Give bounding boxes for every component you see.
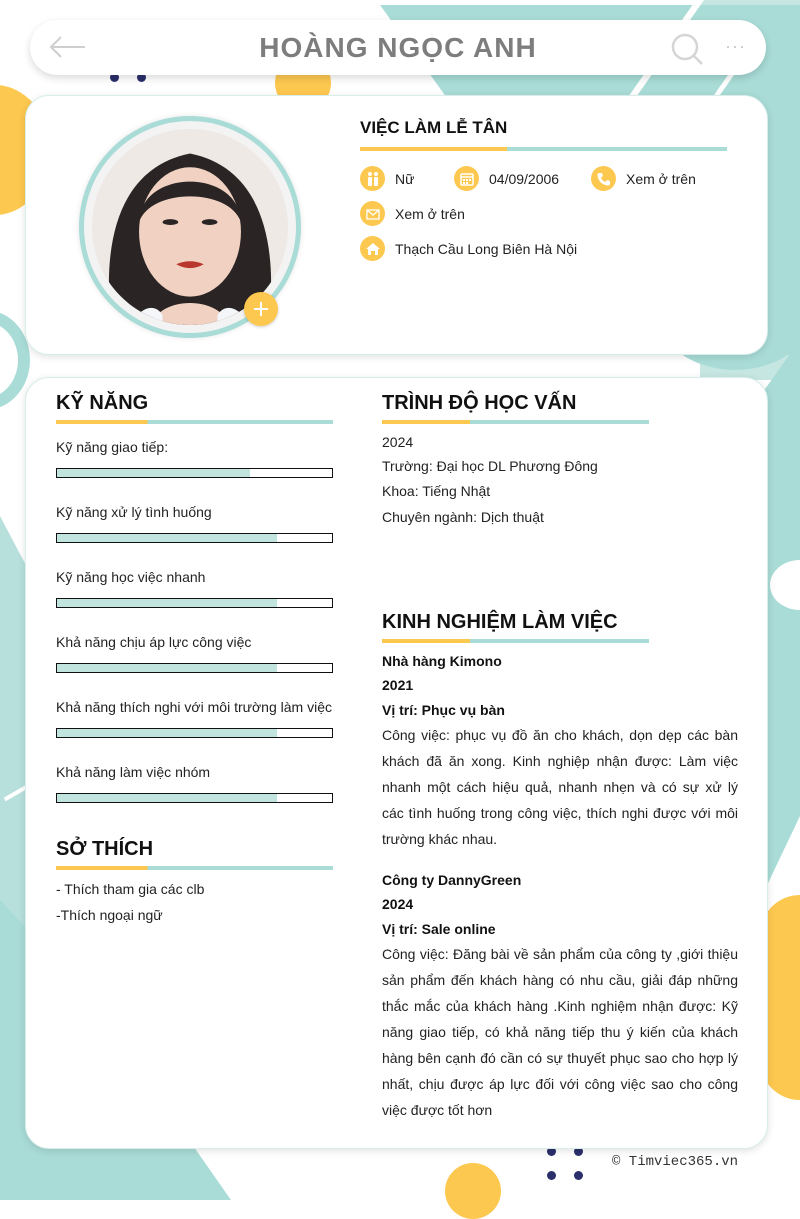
page-title: HOÀNG NGỌC ANH	[259, 31, 537, 63]
job-year: 2024	[382, 896, 414, 912]
job-description: Công việc: Đăng bài về sản phẩm của công ty ,giới thiệu sản phẩm đến khách hàng có nhu cầu, giải đáp những thắc mắc của khách hàng .Kinh nghiệm nhận được: Kỹ năng giao tiếp, có khả năng tiếp thu ý kiến của khách hàng bên cạnh đó cần có sự thuyết phục sao cho hợp lý nhất, chịu được áp lực đối với công việc sao cho công việc được tốt hơn	[382, 946, 738, 1118]
more-options-button[interactable]: ···	[725, 36, 746, 56]
envelope-icon	[360, 201, 385, 226]
calendar-icon	[454, 166, 479, 191]
skill-label: Khả năng thích nghi với môi trường làm việc	[56, 699, 332, 715]
gender-value: Nữ	[395, 170, 415, 187]
person-icon	[360, 166, 385, 191]
hobby-item: -Thích ngoại ngữ	[56, 907, 163, 923]
bg-decoration	[445, 1163, 501, 1219]
title-underline	[56, 866, 333, 870]
job-year: 2021	[382, 677, 414, 693]
education-title: TRÌNH ĐỘ HỌC VẤN	[382, 392, 577, 414]
education-major: Chuyên ngành: Dịch thuật	[382, 509, 544, 525]
title-underline	[360, 147, 727, 151]
gender-item	[360, 166, 414, 191]
header-bar	[30, 20, 766, 75]
back-button[interactable]	[48, 35, 88, 59]
skill-label: Khả năng chịu áp lực công việc	[56, 634, 252, 650]
skills-title: KỸ NĂNG	[56, 392, 149, 414]
skill-bar	[56, 663, 333, 673]
hobbies-title: SỞ THÍCH	[56, 838, 154, 860]
address-value: Thạch Cầu Long Biên Hà Nội	[395, 240, 578, 257]
profile-card	[25, 95, 768, 355]
skill-bar	[56, 468, 333, 478]
skill-label: Kỹ năng xử lý tình huống	[56, 504, 212, 520]
job-position: Vị trí: Phục vụ bàn	[382, 702, 505, 718]
education-faculty: Khoa: Tiếng Nhật	[382, 483, 491, 499]
phone-value: Xem ở trên	[626, 170, 696, 187]
home-icon	[360, 236, 385, 261]
job-description: Công việc: phục vụ đồ ăn cho khách, dọn dẹp các bàn khách đã ăn xong. Kinh nghiệp nhận được: Làm việc nhanh một cách hiệu quả, nhanh nhẹn và có sự xử lý các tình huống trong công việc, thích nghi được với môi trường khác nhau.	[382, 727, 738, 847]
job-position: Vị trí: Sale online	[382, 921, 496, 937]
skill-bar	[56, 533, 333, 543]
title-underline	[382, 639, 649, 643]
address-item	[360, 236, 577, 261]
search-button[interactable]	[670, 32, 704, 66]
job-company: Công ty DannyGreen	[382, 872, 522, 888]
skill-bar	[56, 728, 333, 738]
experience-title: KINH NGHIỆM LÀM VIỆC	[382, 611, 618, 633]
birthdate-value: 04/09/2006	[489, 170, 560, 187]
add-photo-button[interactable]	[244, 292, 278, 326]
arrow-left-icon	[48, 35, 88, 59]
bg-dot	[574, 1171, 583, 1180]
education-school: Trường: Đại học DL Phương Đông	[382, 458, 598, 474]
job-title: VIỆC LÀM LỄ TÂN	[360, 118, 508, 137]
email-value: Xem ở trên	[395, 205, 465, 222]
skill-label: Kỹ năng học việc nhanh	[56, 569, 206, 585]
skill-bar	[56, 793, 333, 803]
email-item	[360, 201, 465, 226]
job-company: Nhà hàng Kimono	[382, 653, 502, 669]
birthdate-item	[454, 166, 559, 191]
title-underline	[382, 420, 649, 424]
bg-dot	[547, 1171, 556, 1180]
skill-bar	[56, 598, 333, 608]
education-year: 2024	[382, 434, 414, 450]
plus-icon	[252, 300, 270, 318]
skill-label: Kỹ năng giao tiếp:	[56, 439, 169, 455]
phone-icon	[591, 166, 616, 191]
skill-label: Khả năng làm việc nhóm	[56, 764, 211, 780]
search-icon	[670, 32, 704, 66]
main-card	[25, 377, 768, 1149]
footer-credit: © Timviec365.vn	[612, 1154, 739, 1170]
title-underline	[56, 420, 333, 424]
hobby-item: - Thích tham gia các clb	[56, 881, 205, 897]
phone-item	[591, 166, 696, 191]
